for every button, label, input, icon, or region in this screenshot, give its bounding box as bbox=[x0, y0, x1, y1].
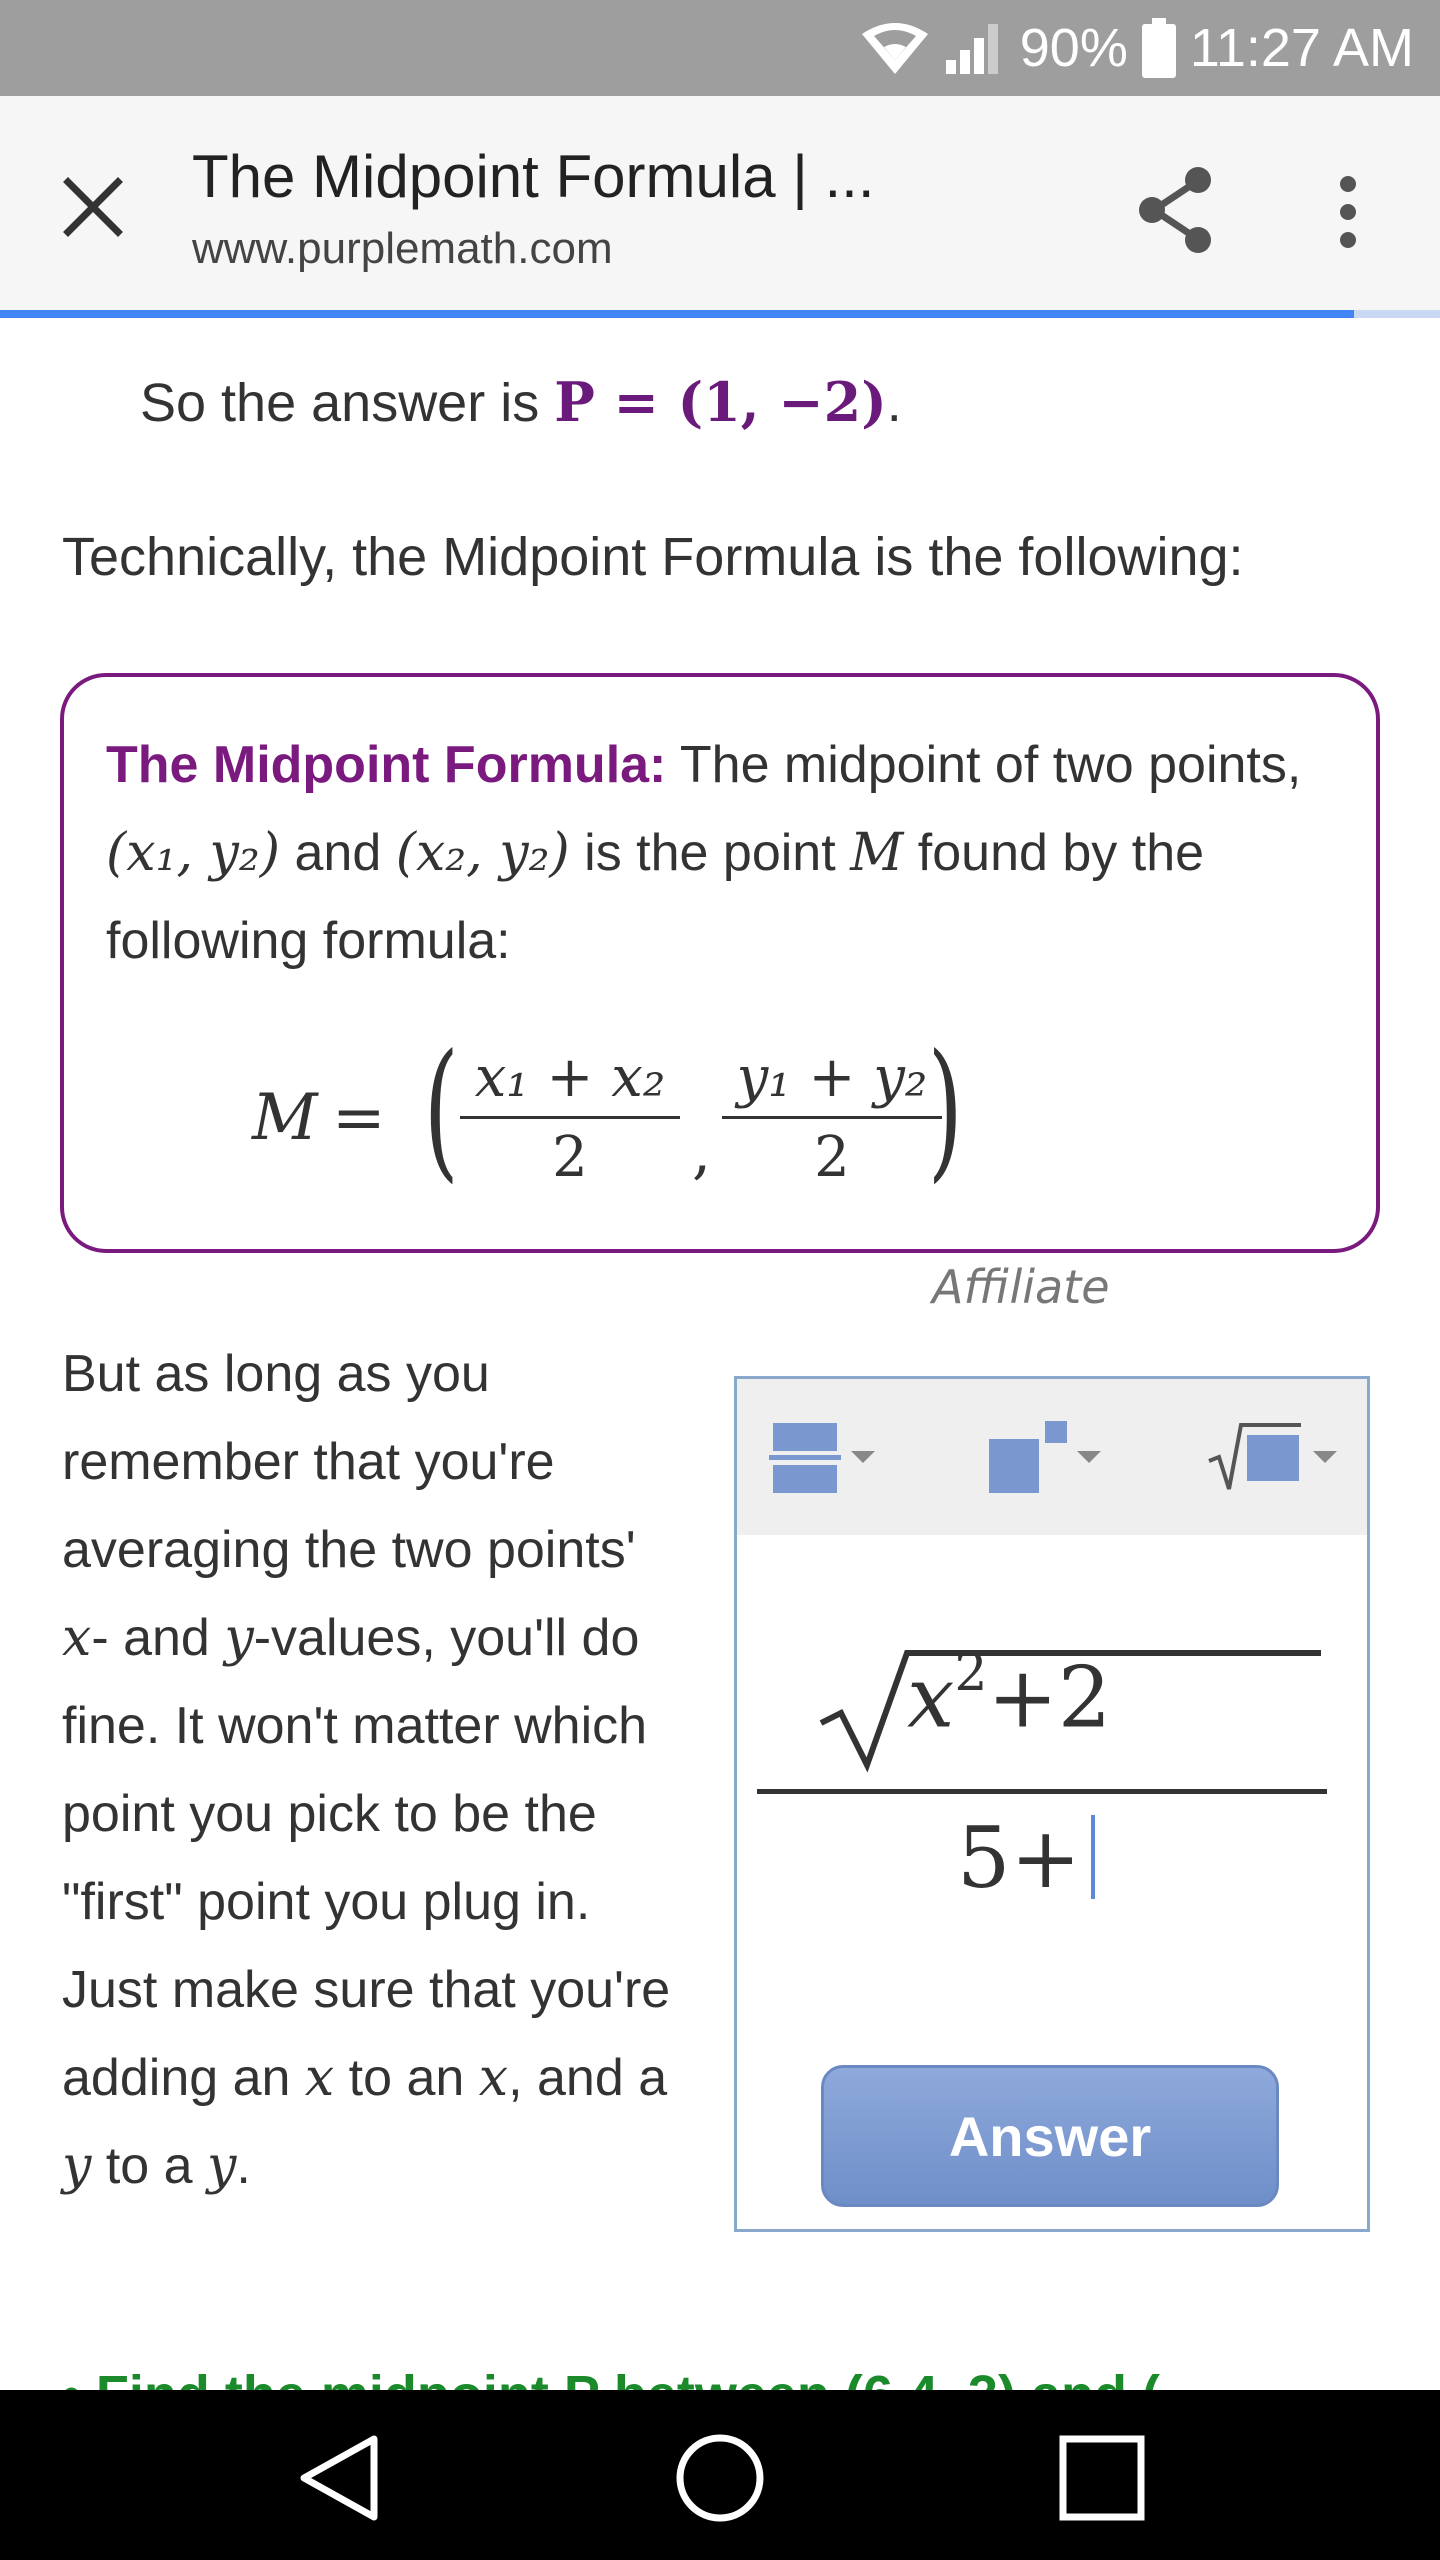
affiliate-label: Affiliate bbox=[932, 1260, 1110, 1314]
x-numerator: x₁ + x₂ bbox=[474, 1045, 666, 1110]
sqrt-tool-icon[interactable] bbox=[1207, 1417, 1337, 1497]
y-numerator: y₁ + y₂ bbox=[736, 1045, 928, 1110]
widget-denominator bbox=[957, 1809, 1095, 1907]
answer-line bbox=[140, 370, 902, 434]
radicand-variable: x bbox=[907, 1648, 955, 1747]
formula-text: and bbox=[280, 824, 396, 882]
var-y: y bbox=[207, 2136, 237, 2196]
formula-text: The midpoint of two points, bbox=[666, 736, 1302, 794]
point-m: M bbox=[850, 823, 904, 883]
answer-suffix: . bbox=[886, 373, 902, 433]
exponent-tool-icon[interactable] bbox=[987, 1417, 1101, 1497]
answer-math: P = (1, −2) bbox=[554, 370, 887, 434]
answer-prefix: So the answer is bbox=[140, 373, 555, 433]
formula-box-text bbox=[106, 721, 1346, 985]
right-paren: ) bbox=[927, 1023, 963, 1197]
share-icon[interactable] bbox=[1136, 166, 1216, 254]
math-input-area[interactable] bbox=[757, 1629, 1337, 1949]
y-fraction bbox=[722, 1045, 942, 1190]
navigation-bar bbox=[0, 2390, 1440, 2560]
var-x: x bbox=[304, 2048, 335, 2108]
page-content[interactable] bbox=[0, 318, 1440, 2390]
y-denominator: 2 bbox=[814, 1125, 850, 1190]
load-progress-fill bbox=[0, 310, 1354, 318]
x-denominator: 2 bbox=[552, 1125, 588, 1190]
page-title: The Midpoint Formula | ... bbox=[192, 143, 875, 210]
equation-equals: = bbox=[332, 1081, 386, 1155]
widget-fraction-bar bbox=[757, 1789, 1327, 1794]
answer-button[interactable]: Answer bbox=[821, 2065, 1279, 2207]
x-fraction bbox=[460, 1045, 680, 1190]
recents-icon[interactable] bbox=[1054, 2430, 1150, 2526]
home-icon[interactable] bbox=[672, 2430, 768, 2526]
var-x: x bbox=[478, 2048, 509, 2108]
chevron-down-icon bbox=[851, 1451, 875, 1463]
status-icons bbox=[860, 0, 1414, 96]
body-text: -values, you'll do fine. It won't matter which point you pick to be the "first" point you plug in. Just make sure that you're adding an bbox=[62, 1609, 671, 2107]
body-paragraph bbox=[62, 1330, 682, 2210]
radicand bbox=[907, 1643, 1111, 1746]
math-widget-toolbar bbox=[737, 1379, 1367, 1535]
body-text: . bbox=[236, 2137, 251, 2195]
denominator-text: 5+ bbox=[957, 1809, 1081, 1907]
wifi-icon bbox=[860, 20, 930, 76]
var-y: y bbox=[224, 1608, 254, 1668]
fraction-bar bbox=[460, 1116, 680, 1119]
left-paren: ( bbox=[423, 1023, 459, 1197]
back-icon[interactable] bbox=[290, 2430, 386, 2526]
chevron-down-icon bbox=[1313, 1451, 1337, 1463]
body-text: - and bbox=[91, 1609, 225, 1667]
body-text: to a bbox=[91, 2137, 208, 2195]
text-cursor bbox=[1091, 1815, 1095, 1899]
body-text: to an bbox=[334, 2049, 479, 2107]
battery-icon bbox=[1142, 18, 1176, 78]
close-icon[interactable] bbox=[58, 172, 128, 242]
custom-tab-toolbar bbox=[0, 96, 1440, 310]
status-bar bbox=[0, 0, 1440, 96]
technically-paragraph: Technically, the Midpoint Formula is the following: bbox=[62, 527, 1244, 587]
clock: 11:27 AM bbox=[1189, 18, 1414, 78]
point-two: (x₂, y₂) bbox=[395, 823, 570, 883]
equation-comma: , bbox=[692, 1117, 712, 1187]
formula-text: found by the following formula: bbox=[106, 824, 1205, 970]
page-url: www.purplemath.com bbox=[192, 224, 613, 273]
var-y: y bbox=[62, 2136, 92, 2196]
radicand-exponent: 2 bbox=[954, 1643, 988, 1703]
formula-text: is the point bbox=[569, 824, 851, 882]
more-vert-icon[interactable] bbox=[1318, 172, 1378, 252]
point-one: (x₁, y₂) bbox=[106, 823, 281, 883]
radicand-rest: +2 bbox=[987, 1648, 1112, 1747]
formula-box-heading: The Midpoint Formula: bbox=[106, 736, 667, 794]
var-x: x bbox=[62, 1608, 92, 1668]
chevron-down-icon bbox=[1077, 1451, 1101, 1463]
midpoint-equation bbox=[192, 1023, 1092, 1217]
battery-percent: 90% bbox=[1019, 18, 1128, 78]
signal-icon bbox=[944, 20, 1006, 76]
equation-lhs: M bbox=[252, 1081, 318, 1155]
fraction-tool-icon[interactable] bbox=[769, 1417, 875, 1497]
body-text: But as long as you remember that you're averaging the two points' bbox=[62, 1345, 636, 1579]
math-widget bbox=[734, 1376, 1370, 2232]
fraction-bar bbox=[722, 1116, 942, 1119]
body-text: , and a bbox=[508, 2049, 668, 2107]
midpoint-formula-box bbox=[60, 673, 1380, 1253]
load-progress-bar bbox=[0, 310, 1440, 318]
